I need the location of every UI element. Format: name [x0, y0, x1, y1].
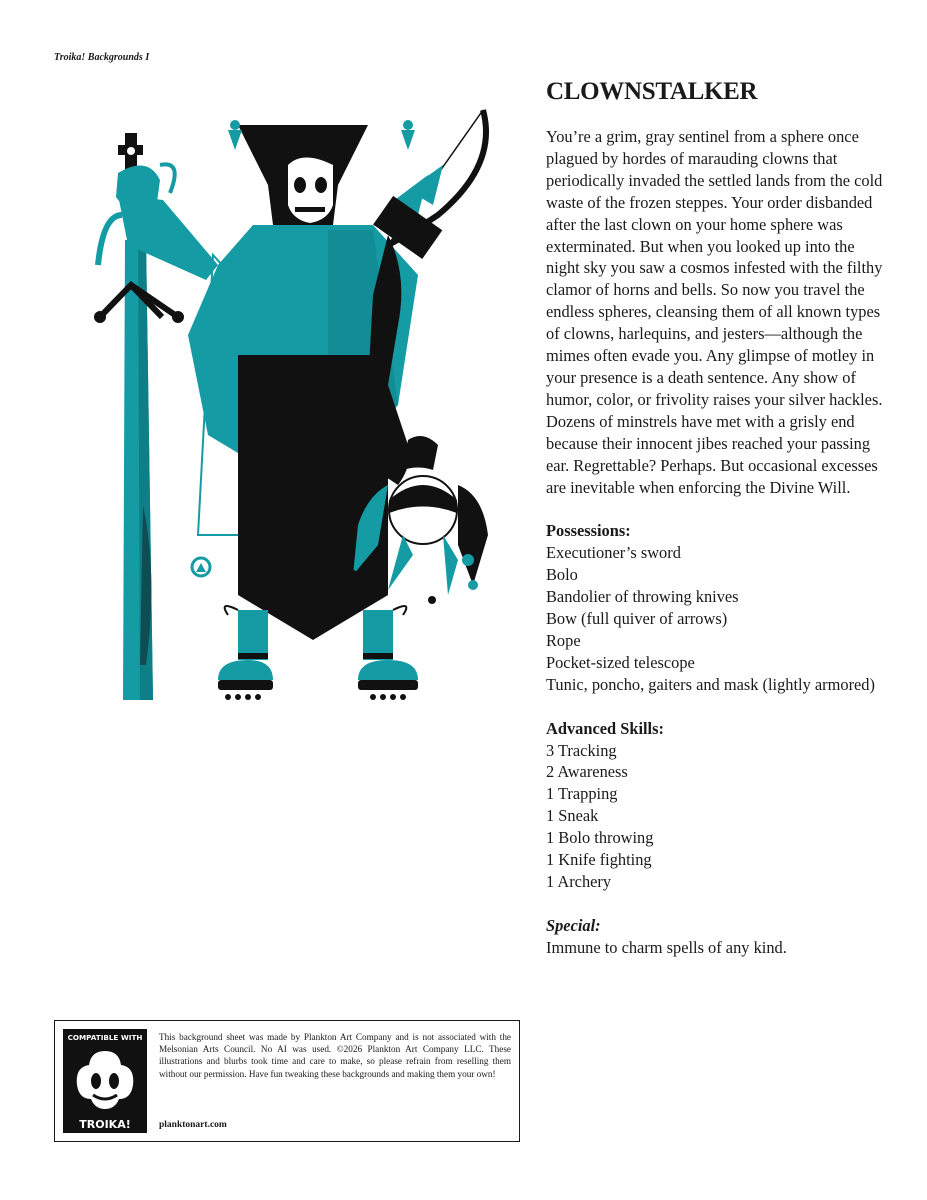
skills-title: Advanced Skills:: [546, 718, 664, 738]
list-item: 2 Awareness: [546, 762, 628, 782]
list-item: Tunic, poncho, gaiters and mask (lightly armored): [546, 674, 875, 694]
list-item: Bolo: [546, 565, 578, 585]
footer-notice: This background sheet was made by Plankton Art Company and is not associated with the Melsonian Arts Council. No AI was used. ©2026 Plankton Art Company LLC. These illustrations and blurbs took time and care to make, so please refrain from reselling them without our permission. Have fun tweaking these backgrounds and making them your own!: [159, 1032, 511, 1079]
badge-bottom-text: TROIKA!: [79, 1118, 131, 1131]
description: You’re a grim, gray sentinel from a sphere once plagued by hordes of marauding clowns that periodically invaded the settled lands from the cold waste of the frozen steppes. Your order disbanded after the last clown on your home sphere was exterminated. But when you looked up into the night sky you saw a cosmos infested with the filthy clamor of horns and bells. So now you travel the endless spheres, cleansing them of all known types of clowns, harlequins, and jesters—although the mimes often evade you. Any glimpse of motley in your presence is a death sentence. Any show of humor, color, or frivolity raises your silver hackles. Dozens of minstrels have met with a grisly end because their innocent jibes reached your passing ear. Regrettable? Perhaps. But occasional excesses are inevitable when enforcing the Divine Will.: [546, 127, 883, 497]
list-item: 1 Trapping: [546, 784, 618, 804]
skills-list: [546, 740, 886, 893]
special-title: Special:: [546, 915, 601, 935]
troika-compatible-logo: [63, 1029, 147, 1133]
possessions-list: [546, 542, 886, 695]
list-item: Executioner’s sword: [546, 543, 681, 563]
list-item: Bow (full quiver of arrows): [546, 609, 728, 629]
special-text: Immune to charm spells of any kind.: [546, 937, 787, 957]
main-content: [546, 78, 886, 959]
website-link[interactable]: planktonart.com: [159, 1120, 227, 1130]
list-item: Bandolier of throwing knives: [546, 587, 739, 607]
list-item: Rope: [546, 630, 581, 650]
list-item: 1 Knife fighting: [546, 850, 652, 870]
possessions-title: Possessions:: [546, 521, 631, 541]
tunic: [238, 355, 388, 640]
page-header: Troika! Backgrounds I: [54, 52, 150, 63]
skull-face: [288, 158, 333, 224]
list-item: Pocket-sized telescope: [546, 652, 695, 672]
footer-box: [54, 1020, 520, 1142]
right-leg: [363, 610, 393, 660]
page-title: CLOWNSTALKER: [546, 78, 758, 105]
clownstalker-illustration: [88, 105, 508, 725]
list-item: 3 Tracking: [546, 740, 617, 760]
list-item: 1 Sneak: [546, 806, 599, 826]
left-leg: [238, 610, 268, 660]
list-item: 1 Archery: [546, 872, 612, 891]
list-item: 1 Bolo throwing: [546, 828, 654, 848]
badge-top-text: COMPATIBLE WITH: [67, 1033, 143, 1042]
